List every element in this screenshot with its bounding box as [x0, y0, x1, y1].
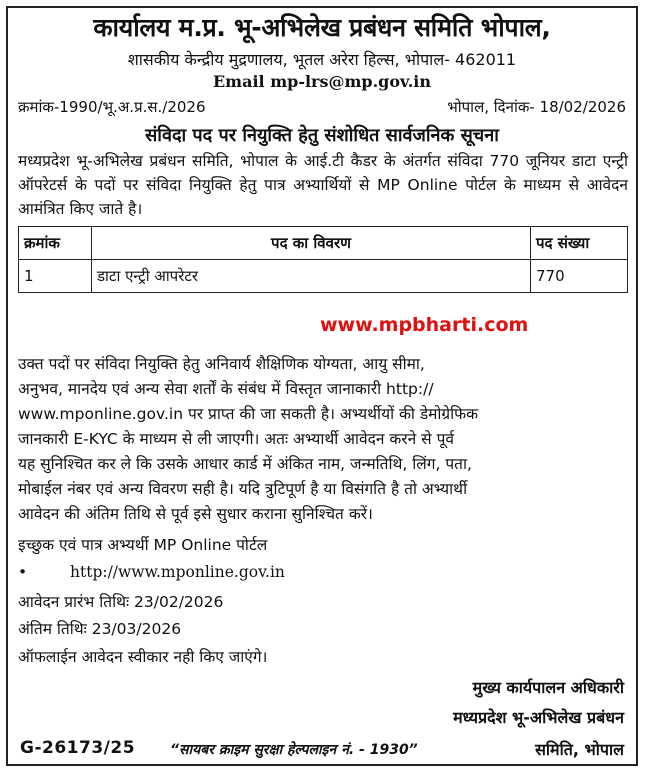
office-title: कार्यालय म.प्र. भू-अभिलेख प्रबंधन समिति भोपाल,	[93, 13, 551, 42]
body-line: यह सुनिश्चित कर ले कि उसके आधार कार्ड में अंकित नाम, जन्मतिथि, लिंग, पता,	[18, 455, 472, 473]
table-cell: 1	[19, 260, 92, 293]
column-header: पद संख्या	[531, 227, 628, 260]
portal-url-link[interactable]: http://www.mponline.gov.in	[70, 563, 285, 581]
column-header: क्रमांक	[19, 227, 92, 260]
table-cell: डाटा एन्ट्री आपरेटर	[92, 260, 531, 293]
posts-table	[18, 226, 628, 293]
table-cell: 770	[531, 260, 628, 293]
bullet-marker: •	[18, 563, 28, 581]
notice-document	[6, 6, 638, 766]
notice-heading: संविदा पद पर नियुक्ति हेतु संशोधित सार्वजनिक सूचना	[145, 125, 499, 146]
cyber-helpline: “सायबर क्राइम सुरक्षा हेल्पलाइन नं. - 1930”	[170, 742, 418, 758]
start-date: आवेदन प्रारंभ तिथिः 23/02/2026	[18, 593, 224, 611]
table-header-row	[19, 227, 628, 260]
body-line: अनुभव, मानदेय एवं अन्य सेवा शर्तों के संबंध में विस्तृत जानाकारी http://	[18, 380, 434, 398]
signatory-organisation: मध्यप्रदेश भू-अभिलेख प्रबंधन	[453, 708, 624, 727]
column-header: पद का विवरण	[92, 227, 531, 260]
body-line: जानकारी E-KYC के माध्यम से ली जाएगी। अतः अभ्यार्थी आवेदन करने से पूर्व	[18, 430, 454, 448]
offline-note: ऑफलाईन आवेदन स्वीकार नही किए जाएंगे।	[18, 648, 268, 666]
signatory-place: समिति, भोपाल	[535, 740, 624, 759]
office-email: Email mp-lrs@mp.gov.in	[212, 72, 431, 91]
office-address: शासकीय केन्द्रीय मुद्रणालय, भूतल अरेरा हिल्स, भोपाल- 462011	[127, 50, 517, 69]
last-date: अंतिम तिथिः 23/03/2026	[18, 620, 182, 638]
signatory-designation: मुख्य कार्यपालन अधिकारी	[472, 678, 624, 697]
table-row	[19, 260, 628, 293]
intro-paragraph: मध्यप्रदेश भू-अभिलेख प्रबंधन समिति, भोपाल के आई.टी कैडर के अंतर्गत संविदा 770 जूनियर डाटा एन्ट्री ऑपरेटर्स के पदों पर संविदा नियुक्ति हेतु पात्र अभ्यार्थियों से MP Online पोर्टल के माध्यम से आवेदन आमंत्रित किए जाते है।	[18, 152, 628, 218]
reference-number: क्रमांक-1990/भू.अ.प्र.स./2026	[18, 98, 206, 116]
body-line: उक्त पदों पर संविदा नियुक्ति हेतु अनिवार्य शैक्षिणिक योग्यता, आयु सीमा,	[18, 355, 425, 373]
body-line: आवेदन की अंतिम तिथि से पूर्व इसे सुधार कराना सुनिश्चित करें।	[18, 505, 373, 523]
watermark-text: www.mpbharti.com	[320, 314, 529, 336]
g-number: G-26173/25	[20, 738, 136, 758]
body-line: www.mponline.gov.in पर प्राप्त की जा सकती है। अभ्यर्थीयों की डेमोग्रेफिक	[18, 405, 479, 423]
place-date: भोपाल, दिनांक- 18/02/2026	[447, 98, 626, 116]
body-line: मोबाईल नंबर एवं अन्य विवरण सही है। यदि त्रुटिपूर्ण है या विसंगति है तो अभ्यार्थी	[18, 480, 468, 498]
portal-line: इच्छुक एवं पात्र अभ्यर्थी MP Online पोर्टल	[18, 536, 268, 554]
